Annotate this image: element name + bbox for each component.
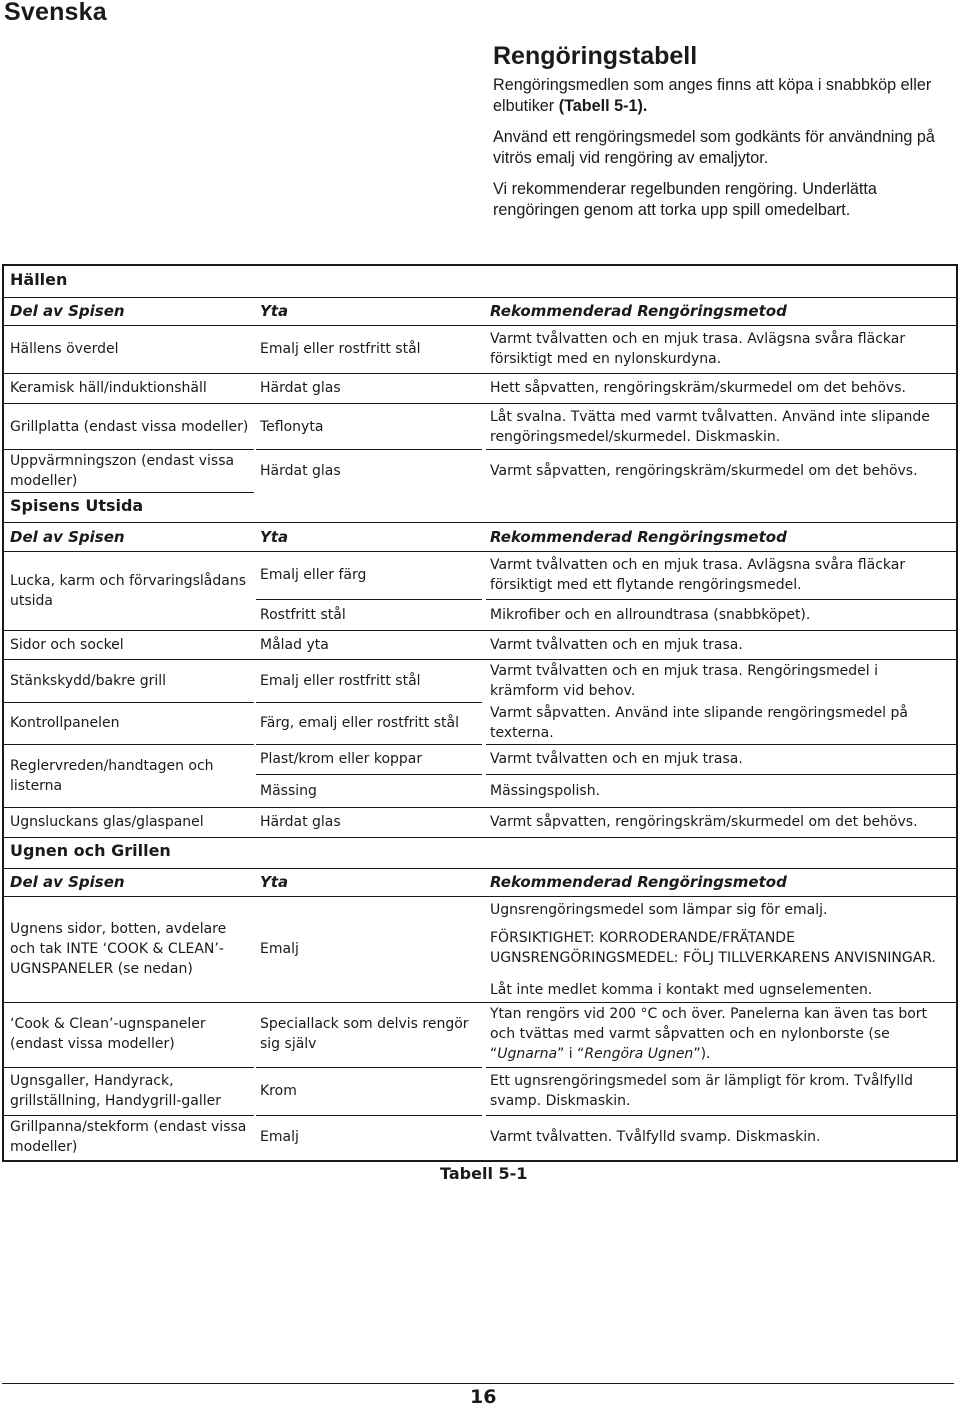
table-cell-surface: Målad yta [260,637,329,653]
page-number: 16 [470,1386,497,1408]
table-cell-part: Ugnens sidor, botten, avdelare och tak INTE ‘COOK & CLEAN’-UGNSPANELER (se nedan) [10,921,227,977]
table-cell-method: Varmt såpvatten, rengöringskräm/skurmedel om det behövs. [490,463,918,479]
intro-section [493,42,953,231]
column-header-part: Del av Spisen [10,528,125,546]
table-cell-method: Varmt tvålvatten och en mjuk trasa. Rengöringsmedel i krämform vid behov. [490,663,878,699]
table-cell-method: Varmt tvålvatten. Tvålfylld svamp. Diskmaskin. [490,1129,821,1145]
table-cell-surface: Emalj eller rostfritt stål [260,673,421,689]
table-cell-surface: Teflonyta [260,418,324,435]
column-header-surface: Yta [260,528,289,546]
table-cell-surface: Emalj [260,941,299,957]
table-cell-method: Mikrofiber och en allroundtrasa (snabbköpet). [490,606,811,623]
method-text-part: ” i “ [557,1046,585,1062]
table-cell-method: Ett ugnsrengöringsmedel som är lämpligt för krom. Tvålfylld svamp. Diskmaskin. [490,1073,914,1109]
table-cell-method-warning: FÖRSIKTIGHET: KORRODERANDE/FRÄTANDE UGNSRENGÖRINGSMEDEL: FÖLJ TILLVERKARENS ANVISNINGAR. [490,930,937,966]
table-cell-method: Ugnsrengöringsmedel som lämpar sig för emalj. [490,902,828,918]
table-cell-part: Grillpanna/stekform (endast vissa modeller) [10,1119,247,1155]
method-text-part: Ytan rengörs vid 200 °C och över. Panelerna kan även tas bort och tvättas med varmt såpvatten och en nylonborste (se “ [490,1006,928,1062]
table-cell-part: Kontrollpanelen [10,715,120,731]
language-heading: Svenska [4,0,107,26]
table-cell-part: Reglervreden/handtagen och listerna [10,758,214,794]
table-cell-part: Grillplatta (endast vissa modeller) [10,418,249,435]
table-cell-part: Ugnsgaller, Handyrack, grillställning, Handygrill-galler [10,1073,222,1109]
table-cell-method: Mässingspolish. [490,782,601,799]
intro-text-1: Rengöringsmedlen som anges finns att köpa i snabbköp eller elbutiker [493,76,932,115]
table-cell-part: Sidor och sockel [10,637,124,653]
table-cell-surface: Emalj eller rostfritt stål [260,340,421,357]
table-cell-method: Låt inte medlet komma i kontakt med ugnselementen. [490,982,873,998]
section-title-exterior: Spisens Utsida [10,496,144,515]
table-cell-surface: Plast/krom eller koppar [260,751,423,767]
table-cell-method [490,1003,950,1065]
table-cell-method: Varmt tvålvatten och en mjuk trasa. [490,751,743,767]
table-cell-surface: Färg, emalj eller rostfritt stål [260,715,459,731]
table-cell-method: Varmt såpvatten. Använd inte slipande rengöringsmedel på texterna. [490,705,908,741]
cross-reference: Rengöra Ugnen [584,1046,694,1062]
table-cell-surface: Rostfritt stål [260,606,346,623]
intro-paragraph-1 [493,75,953,117]
table-cell-part: Lucka, karm och förvaringslådans utsida [10,573,247,609]
column-header-method: Rekommenderad Rengöringsmetod [490,528,787,546]
column-header-surface: Yta [260,873,289,891]
column-header-part: Del av Spisen [10,302,125,320]
cross-reference: Ugnarna [497,1046,558,1062]
table-cell-part: Stänkskydd/bakre grill [10,673,167,689]
table-cell-surface: Emalj [260,1129,299,1145]
table-reference: (Tabell 5-1). [558,97,648,115]
intro-paragraph-2: Använd ett rengöringsmedel som godkänts för användning på vitrös emalj vid rengöring av emaljytor. [493,128,935,167]
table-cell-part: Hällens överdel [10,340,119,357]
table-cell-surface: Härdat glas [260,463,341,479]
cleaning-table [2,264,958,1162]
table-cell-method: Låt svalna. Tvätta med varmt tvålvatten. Använd inte slipande rengöringsmedel/skurmedel. Diskmaskin. [490,408,930,445]
table-cell-method: Varmt tvålvatten och en mjuk trasa. Avlägsna svåra fläckar försiktigt med en nylonskurdyna. [490,330,906,367]
table-cell-part: Keramisk häll/induktionshäll [10,380,207,396]
table-cell-surface: Krom [260,1083,297,1099]
table-cell-method: Varmt såpvatten, rengöringskräm/skurmedel om det behövs. [490,814,918,830]
method-text-part: ”). [693,1046,711,1062]
section-title-hob: Hällen [10,270,68,289]
table-cell-surface: Mässing [260,782,317,799]
footer-divider [2,1383,954,1384]
table-cell-surface: Emalj eller färg [260,567,367,583]
column-header-method: Rekommenderad Rengöringsmetod [490,873,787,891]
column-header-surface: Yta [260,302,289,320]
table-caption: Tabell 5-1 [440,1164,528,1183]
table-cell-part: Ugnsluckans glas/glaspanel [10,814,204,830]
intro-paragraph-3: Vi rekommenderar regelbunden rengöring. Underlätta rengöringen genom att torka upp spill omedelbart. [493,180,877,219]
page-title: Rengöringstabell [493,42,698,70]
table-cell-surface: Härdat glas [260,380,341,396]
table-cell-method: Hett såpvatten, rengöringskräm/skurmedel om det behövs. [490,380,906,396]
table-cell-surface: Härdat glas [260,814,341,830]
table-cell-method: Varmt tvålvatten och en mjuk trasa. [490,637,743,653]
section-title-oven: Ugnen och Grillen [10,841,171,860]
table-cell-method: Varmt tvålvatten och en mjuk trasa. Avlägsna svåra fläckar försiktigt med ett flytande rengöringsmedel. [490,557,906,593]
table-cell-surface: Speciallack som delvis rengör sig själv [260,1016,469,1052]
method-text [490,1004,950,1064]
column-header-part: Del av Spisen [10,873,125,891]
table-cell-part: Uppvärmningszon (endast vissa modeller) [10,453,235,489]
table-cell-part: ‘Cook & Clean’-ugnspaneler (endast vissa modeller) [10,1016,206,1052]
column-header-method: Rekommenderad Rengöringsmetod [490,302,787,320]
